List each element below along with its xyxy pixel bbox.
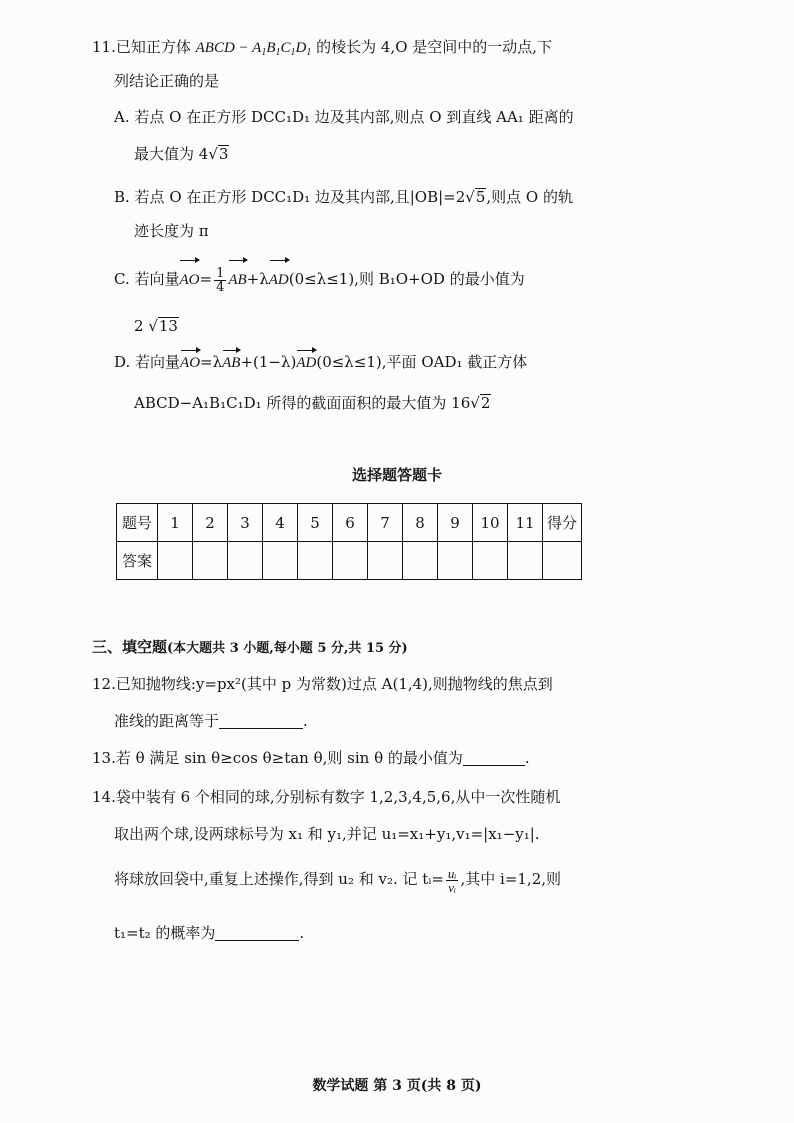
radicand: 3	[218, 145, 229, 163]
q11-option-a-line2	[134, 144, 229, 164]
header-cell: 5	[298, 504, 333, 542]
header-cell: 4	[263, 504, 298, 542]
sqrt-symbol: √13	[148, 317, 178, 335]
q14-line1: 14.袋中装有 6 个相同的球,分别标有数字 1,2,3,4,5,6,从中一次性随机	[92, 788, 561, 806]
answer-cell[interactable]	[333, 542, 368, 580]
q14-line3-part1: 将球放回袋中,重复上述操作,得到 u₂ 和 v₂. 记 tᵢ=	[114, 870, 444, 888]
q13-line1	[92, 748, 530, 768]
header-cell: 2	[193, 504, 228, 542]
header-cell: 11	[508, 504, 543, 542]
fraction-one-quarter	[214, 267, 226, 294]
header-cell: 9	[438, 504, 473, 542]
radicand: 2	[480, 394, 491, 412]
q11-option-b-line2: 迹长度为 π	[134, 222, 209, 240]
q14-line3-part2: ,其中 i=1,2,则	[460, 870, 562, 888]
q11-option-c-line2	[134, 316, 179, 336]
header-cell: 1	[158, 504, 193, 542]
equals-sign: =	[199, 270, 213, 288]
q11-option-b-part2: ,则点 O 的轨	[486, 188, 573, 206]
page-footer: 数学试题 第 3 页(共 8 页)	[312, 1078, 482, 1094]
header-cell: 6	[333, 504, 368, 542]
q11-option-d-line2	[134, 393, 491, 413]
fraction-numerator: 1	[216, 265, 225, 281]
q11-stem-part2: 的棱长为 4,O 是空间中的一动点,下	[311, 38, 553, 56]
answer-cell[interactable]	[193, 542, 228, 580]
radicand: 5	[475, 188, 486, 206]
period: .	[299, 924, 305, 942]
q11-option-d-line1	[114, 352, 527, 373]
vector-ab: AB	[228, 263, 246, 297]
q11-stem-part1: 11.已知正方体	[92, 38, 196, 56]
fraction-denominator: 4	[216, 279, 225, 295]
q11-option-c-part2: (0≤λ≤1),则 B₁O+OD 的最小值为	[288, 270, 525, 288]
q14-line3	[114, 862, 561, 896]
section3-heading	[92, 637, 408, 659]
header-cell: 题号	[117, 504, 158, 542]
answer-cell[interactable]	[403, 542, 438, 580]
vector-ad: AD	[296, 355, 317, 371]
equals-lambda: =λ	[200, 353, 223, 371]
q11-option-b-part1: B. 若点 O 在正方形 DCC₁D₁ 边及其内部,且|OB|=2	[114, 188, 466, 206]
sqrt-symbol: √3	[208, 145, 229, 163]
period: .	[303, 712, 308, 730]
q13-text: 13.若 θ 满足 sin θ≥cos θ≥tan θ,则 sin θ 的最小值为	[92, 749, 463, 767]
header-cell: 7	[368, 504, 403, 542]
header-cell: 3	[228, 504, 263, 542]
answer-blank[interactable]	[219, 714, 303, 729]
fraction-u-over-v	[446, 867, 459, 894]
answer-cell[interactable]	[228, 542, 263, 580]
q14-text: t₁=t₂ 的概率为	[114, 924, 216, 942]
header-cell: 得分	[543, 504, 582, 542]
q11-stem-line2: 列结论正确的是	[114, 72, 220, 90]
answer-blank[interactable]	[463, 751, 525, 766]
sqrt-symbol: √2	[470, 394, 491, 412]
q11-option-c-line1	[114, 262, 525, 297]
answer-cell[interactable]	[263, 542, 298, 580]
vector-ao: AO	[179, 263, 199, 297]
answer-row-label: 答案	[117, 542, 158, 580]
answer-blank[interactable]	[215, 926, 299, 941]
q11-option-a-line1: A. 若点 O 在正方形 DCC₁D₁ 边及其内部,则点 O 到直线 AA₁ 距离的	[114, 108, 574, 126]
answer-cell[interactable]	[368, 542, 403, 580]
q11-stem-line1	[92, 37, 552, 63]
answer-card-header-row	[117, 504, 582, 542]
answer-cell[interactable]	[158, 542, 193, 580]
answer-cell[interactable]	[438, 542, 473, 580]
fraction-numerator: uᵢ	[447, 865, 457, 881]
answer-card-title: 选择题答题卡	[351, 466, 442, 484]
period: .	[524, 749, 530, 767]
plus-one-minus-lambda: +(1−λ)	[240, 353, 297, 371]
q12-text: 准线的距离等于	[114, 712, 220, 730]
q11-option-d-part3: ABCD−A₁B₁C₁D₁ 所得的截面面积的最大值为 16	[134, 394, 471, 412]
q11-cube-name: ABCD − $A_1B_1C_1D_1$	[195, 40, 312, 58]
q11-option-c-label: C. 若向量	[114, 270, 180, 288]
q14-line2: 取出两个球,设两球标号为 x₁ 和 y₁,并记 u₁=x₁+y₁,v₁=|x₁−y₁|.	[114, 825, 540, 843]
q11-option-a-value: 最大值为 4	[134, 145, 209, 163]
section3-title: 三、填空题	[92, 638, 168, 656]
q11-option-d-part2: (0≤λ≤1),平面 OAD₁ 截正方体	[316, 353, 528, 371]
plus-lambda: +λ	[246, 270, 269, 288]
score-cell[interactable]	[543, 542, 582, 580]
answer-cell[interactable]	[473, 542, 508, 580]
q14-line4	[114, 923, 304, 943]
q11-option-c-coefficient: 2	[134, 317, 144, 335]
header-cell: 8	[403, 504, 438, 542]
answer-card-answer-row	[117, 542, 582, 580]
answer-cell[interactable]	[298, 542, 333, 580]
answer-cell[interactable]	[508, 542, 543, 580]
section3-note: (本大题共 3 小题,每小题 5 分,共 15 分)	[167, 641, 408, 656]
q11-option-d-label: D. 若向量	[114, 353, 181, 371]
fraction-denominator: vᵢ	[448, 879, 457, 895]
answer-card-table	[116, 503, 582, 580]
q12-line2	[114, 711, 308, 731]
radicand: 13	[158, 317, 178, 335]
q11-option-b-line1	[114, 187, 573, 207]
vector-ab: AB	[222, 355, 241, 371]
q12-line1: 12.已知抛物线:y=px²(其中 p 为常数)过点 A(1,4),则抛物线的焦点到	[92, 675, 553, 693]
sqrt-symbol: √5	[465, 188, 486, 206]
vector-ad: AD	[269, 263, 289, 297]
vector-ao: AO	[180, 355, 201, 371]
header-cell: 10	[473, 504, 508, 542]
